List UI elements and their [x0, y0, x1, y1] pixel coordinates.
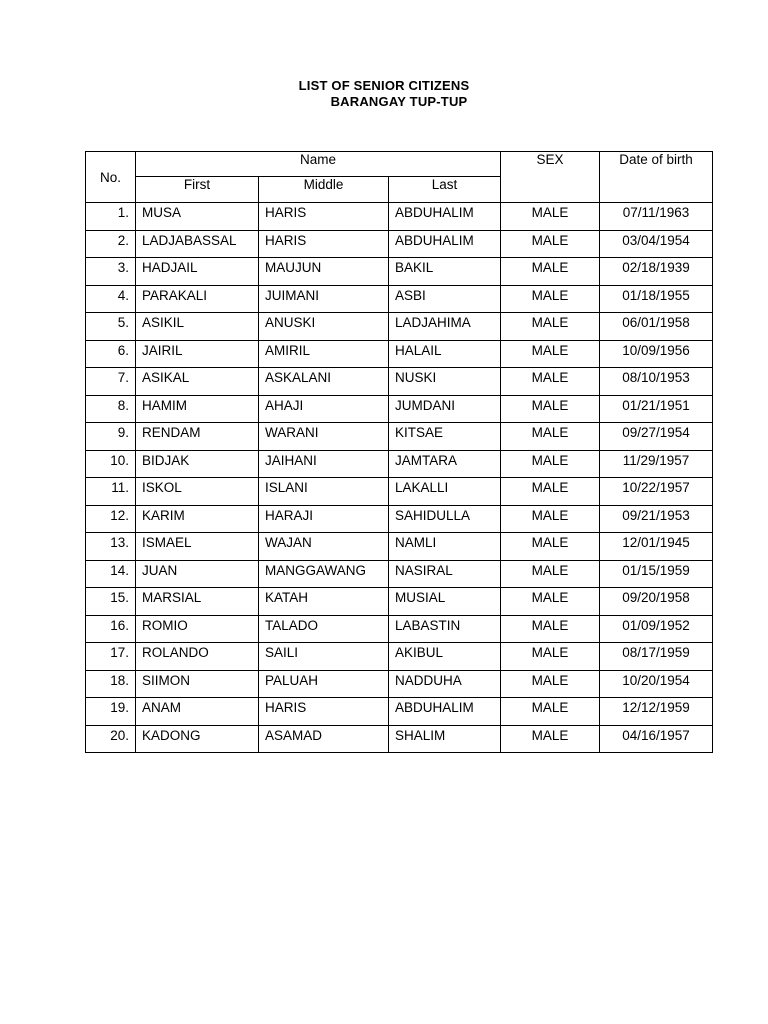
table-row — [86, 698, 713, 726]
cell-date-of-birth: 03/04/1954 — [600, 230, 713, 258]
document-title — [0, 78, 768, 110]
cell-row-number: 3. — [86, 258, 136, 286]
cell-sex: MALE — [501, 230, 600, 258]
cell-first-name: KARIM — [136, 505, 259, 533]
cell-date-of-birth: 01/09/1952 — [600, 615, 713, 643]
cell-first-name: ISKOL — [136, 478, 259, 506]
cell-sex: MALE — [501, 395, 600, 423]
cell-first-name: ASIKAL — [136, 368, 259, 396]
cell-middle-name: JAIHANI — [259, 450, 389, 478]
cell-middle-name: HARAJI — [259, 505, 389, 533]
cell-first-name: SIIMON — [136, 670, 259, 698]
cell-last-name: SAHIDULLA — [389, 505, 501, 533]
table-row — [86, 588, 713, 616]
cell-sex: MALE — [501, 423, 600, 451]
cell-sex: MALE — [501, 203, 600, 231]
cell-sex: MALE — [501, 285, 600, 313]
cell-middle-name: JUIMANI — [259, 285, 389, 313]
cell-first-name: PARAKALI — [136, 285, 259, 313]
cell-last-name: BAKIL — [389, 258, 501, 286]
header-row-top — [86, 152, 713, 177]
cell-middle-name: HARIS — [259, 230, 389, 258]
cell-last-name: ABDUHALIM — [389, 230, 501, 258]
cell-first-name: MARSIAL — [136, 588, 259, 616]
table-row — [86, 478, 713, 506]
cell-last-name: NASIRAL — [389, 560, 501, 588]
cell-first-name: LADJABASSAL — [136, 230, 259, 258]
header-no: No. — [86, 152, 136, 203]
cell-last-name: ABDUHALIM — [389, 203, 501, 231]
cell-middle-name: ASKALANI — [259, 368, 389, 396]
cell-middle-name: MANGGAWANG — [259, 560, 389, 588]
cell-middle-name: TALADO — [259, 615, 389, 643]
cell-sex: MALE — [501, 670, 600, 698]
cell-first-name: BIDJAK — [136, 450, 259, 478]
cell-row-number: 18. — [86, 670, 136, 698]
cell-first-name: RENDAM — [136, 423, 259, 451]
table-row — [86, 670, 713, 698]
cell-middle-name: PALUAH — [259, 670, 389, 698]
table-row — [86, 450, 713, 478]
cell-sex: MALE — [501, 588, 600, 616]
cell-sex: MALE — [501, 725, 600, 753]
header-date-of-birth: Date of birth — [600, 152, 713, 203]
cell-last-name: AKIBUL — [389, 643, 501, 671]
table-row — [86, 643, 713, 671]
cell-row-number: 13. — [86, 533, 136, 561]
cell-sex: MALE — [501, 505, 600, 533]
cell-middle-name: SAILI — [259, 643, 389, 671]
cell-first-name: ASIKIL — [136, 313, 259, 341]
cell-last-name: JUMDANI — [389, 395, 501, 423]
cell-last-name: JAMTARA — [389, 450, 501, 478]
cell-last-name: SHALIM — [389, 725, 501, 753]
table-row — [86, 285, 713, 313]
cell-row-number: 17. — [86, 643, 136, 671]
cell-row-number: 20. — [86, 725, 136, 753]
cell-first-name: HADJAIL — [136, 258, 259, 286]
cell-first-name: ANAM — [136, 698, 259, 726]
cell-date-of-birth: 09/21/1953 — [600, 505, 713, 533]
cell-row-number: 7. — [86, 368, 136, 396]
cell-first-name: ROMIO — [136, 615, 259, 643]
cell-date-of-birth: 09/20/1958 — [600, 588, 713, 616]
cell-row-number: 14. — [86, 560, 136, 588]
cell-middle-name: WARANI — [259, 423, 389, 451]
cell-sex: MALE — [501, 560, 600, 588]
cell-middle-name: HARIS — [259, 203, 389, 231]
cell-last-name: NADDUHA — [389, 670, 501, 698]
cell-middle-name: ASAMAD — [259, 725, 389, 753]
cell-row-number: 12. — [86, 505, 136, 533]
cell-last-name: LADJAHIMA — [389, 313, 501, 341]
cell-date-of-birth: 01/15/1959 — [600, 560, 713, 588]
cell-sex: MALE — [501, 698, 600, 726]
table-row — [86, 505, 713, 533]
table-row — [86, 725, 713, 753]
cell-first-name: ROLANDO — [136, 643, 259, 671]
cell-sex: MALE — [501, 258, 600, 286]
cell-date-of-birth: 04/16/1957 — [600, 725, 713, 753]
cell-sex: MALE — [501, 533, 600, 561]
cell-first-name: HAMIM — [136, 395, 259, 423]
cell-row-number: 2. — [86, 230, 136, 258]
cell-last-name: LABASTIN — [389, 615, 501, 643]
cell-date-of-birth: 08/10/1953 — [600, 368, 713, 396]
cell-row-number: 19. — [86, 698, 136, 726]
title-line-2: BARANGAY TUP-TUP — [330, 94, 468, 109]
cell-last-name: KITSAE — [389, 423, 501, 451]
cell-sex: MALE — [501, 615, 600, 643]
cell-row-number: 1. — [86, 203, 136, 231]
header-sex: SEX — [501, 152, 600, 203]
table-row — [86, 395, 713, 423]
table-row — [86, 560, 713, 588]
cell-date-of-birth: 12/12/1959 — [600, 698, 713, 726]
cell-row-number: 4. — [86, 285, 136, 313]
cell-date-of-birth: 12/01/1945 — [600, 533, 713, 561]
cell-first-name: ISMAEL — [136, 533, 259, 561]
cell-sex: MALE — [501, 368, 600, 396]
cell-first-name: MUSA — [136, 203, 259, 231]
header-first: First — [136, 177, 259, 203]
cell-middle-name: ANUSKI — [259, 313, 389, 341]
table-row — [86, 615, 713, 643]
cell-row-number: 11. — [86, 478, 136, 506]
cell-middle-name: ISLANI — [259, 478, 389, 506]
cell-date-of-birth: 11/29/1957 — [600, 450, 713, 478]
cell-date-of-birth: 07/11/1963 — [600, 203, 713, 231]
cell-sex: MALE — [501, 478, 600, 506]
cell-middle-name: AMIRIL — [259, 340, 389, 368]
cell-sex: MALE — [501, 313, 600, 341]
cell-date-of-birth: 10/22/1957 — [600, 478, 713, 506]
cell-row-number: 15. — [86, 588, 136, 616]
table-row — [86, 533, 713, 561]
cell-middle-name: HARIS — [259, 698, 389, 726]
cell-date-of-birth: 08/17/1959 — [600, 643, 713, 671]
table-row — [86, 368, 713, 396]
table-row — [86, 340, 713, 368]
cell-first-name: JUAN — [136, 560, 259, 588]
senior-citizens-table — [85, 151, 713, 753]
cell-row-number: 5. — [86, 313, 136, 341]
cell-sex: MALE — [501, 340, 600, 368]
cell-date-of-birth: 01/18/1955 — [600, 285, 713, 313]
cell-last-name: ABDUHALIM — [389, 698, 501, 726]
cell-sex: MALE — [501, 450, 600, 478]
cell-last-name: NUSKI — [389, 368, 501, 396]
header-last: Last — [389, 177, 501, 203]
cell-last-name: NAMLI — [389, 533, 501, 561]
cell-row-number: 6. — [86, 340, 136, 368]
cell-middle-name: WAJAN — [259, 533, 389, 561]
table-row — [86, 230, 713, 258]
cell-middle-name: AHAJI — [259, 395, 389, 423]
table-row — [86, 203, 713, 231]
cell-sex: MALE — [501, 643, 600, 671]
cell-row-number: 9. — [86, 423, 136, 451]
table-row — [86, 313, 713, 341]
table-row — [86, 258, 713, 286]
cell-date-of-birth: 10/09/1956 — [600, 340, 713, 368]
cell-middle-name: KATAH — [259, 588, 389, 616]
cell-date-of-birth: 10/20/1954 — [600, 670, 713, 698]
cell-first-name: KADONG — [136, 725, 259, 753]
header-name: Name — [136, 152, 501, 177]
cell-date-of-birth: 02/18/1939 — [600, 258, 713, 286]
cell-last-name: HALAIL — [389, 340, 501, 368]
cell-first-name: JAIRIL — [136, 340, 259, 368]
cell-middle-name: MAUJUN — [259, 258, 389, 286]
cell-date-of-birth: 06/01/1958 — [600, 313, 713, 341]
table-row — [86, 423, 713, 451]
cell-date-of-birth: 09/27/1954 — [600, 423, 713, 451]
cell-row-number: 16. — [86, 615, 136, 643]
title-line-1: LIST OF SENIOR CITIZENS — [298, 78, 470, 93]
table-body — [86, 203, 713, 753]
cell-row-number: 8. — [86, 395, 136, 423]
cell-last-name: MUSIAL — [389, 588, 501, 616]
cell-date-of-birth: 01/21/1951 — [600, 395, 713, 423]
cell-last-name: ASBI — [389, 285, 501, 313]
header-middle: Middle — [259, 177, 389, 203]
cell-row-number: 10. — [86, 450, 136, 478]
cell-last-name: LAKALLI — [389, 478, 501, 506]
